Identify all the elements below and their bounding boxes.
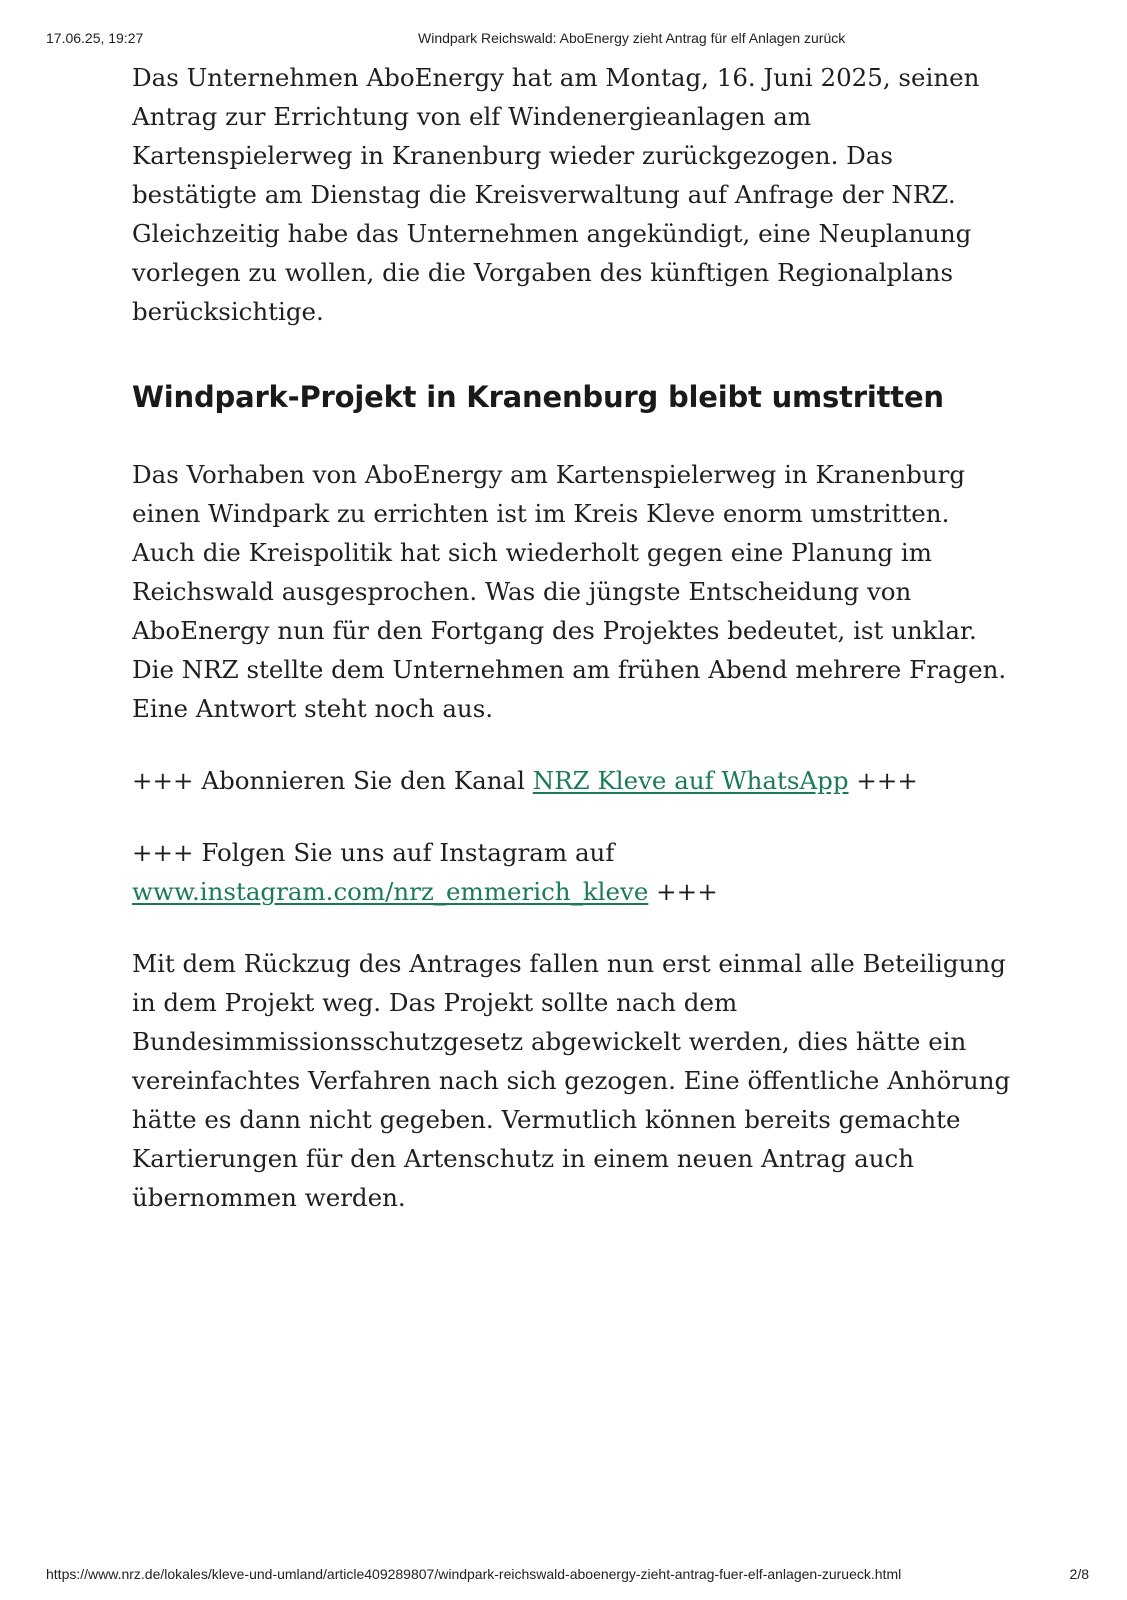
print-header (0, 30, 1127, 50)
article-paragraph-3: Mit dem Rückzug des Antrages fallen nun erst einmal alle Beteiligung in dem Projekt weg. Das Projekt sollte nach dem Bundesimmissionsschutzgesetz abgewickelt werden, dies hätte ein vereinfachtes Verfahren nach sich gezogen. Eine öffentliche Anhörung hätte es dann nicht gegeben. Vermutlich können bereits gemachte Kartierungen für den Artenschutz in einem neuen Antrag auch übernommen werden. (132, 949, 1011, 1212)
page-number: 2/8 (1069, 1566, 1089, 1582)
whatsapp-channel-link[interactable]: NRZ Kleve auf WhatsApp (532, 766, 849, 795)
whatsapp-promo-suffix: +++ (848, 766, 918, 795)
print-footer (0, 1566, 1127, 1586)
whatsapp-promo-prefix: +++ Abonnieren Sie den Kanal (132, 766, 533, 795)
instagram-promo-prefix: +++ Folgen Sie uns auf Instagram auf (132, 838, 615, 867)
print-page-url: https://www.nrz.de/lokales/kleve-und-umland/article409289807/windpark-reichswald-aboenergy-zieht-antrag-fuer-elf-anlagen-zurueck.html (46, 1566, 902, 1582)
section-heading: Windpark-Projekt in Kranenburg bleibt umstritten (132, 380, 944, 414)
print-page-title: Windpark Reichswald: AboEnergy zieht Antrag für elf Anlagen zurück (418, 30, 846, 46)
instagram-promo-suffix: +++ (648, 877, 718, 906)
article-paragraph-1: Das Unternehmen AboEnergy hat am Montag, 16. Juni 2025, seinen Antrag zur Errichtung von elf Windenergieanlagen am Kartenspielerweg in Kranenburg wieder zurückgezogen. Das bestätigte am Dienstag die Kreisverwaltung auf Anfrage der NRZ. Gleichzeitig habe das Unternehmen angekündigt, eine Neuplanung vorlegen zu wollen, die die Vorgaben des künftigen Regionalplans berücksichtige. (132, 63, 980, 326)
instagram-promo (132, 833, 1012, 911)
article-body (132, 58, 1012, 1250)
whatsapp-promo (132, 761, 1012, 800)
instagram-link[interactable]: www.instagram.com/nrz_emmerich_kleve (132, 877, 649, 906)
print-datetime: 17.06.25, 19:27 (46, 30, 144, 46)
article-paragraph-2: Das Vorhaben von AboEnergy am Kartenspielerweg in Kranenburg einen Windpark zu errichten ist im Kreis Kleve enorm umstritten. Auch die Kreispolitik hat sich wiederholt gegen eine Planung im Reichswald ausgesprochen. Was die jüngste Entscheidung von AboEnergy nun für den Fortgang des Projektes bedeutet, ist unklar. Die NRZ stellte dem Unternehmen am frühen Abend mehrere Fragen. Eine Antwort steht noch aus. (132, 460, 1007, 723)
